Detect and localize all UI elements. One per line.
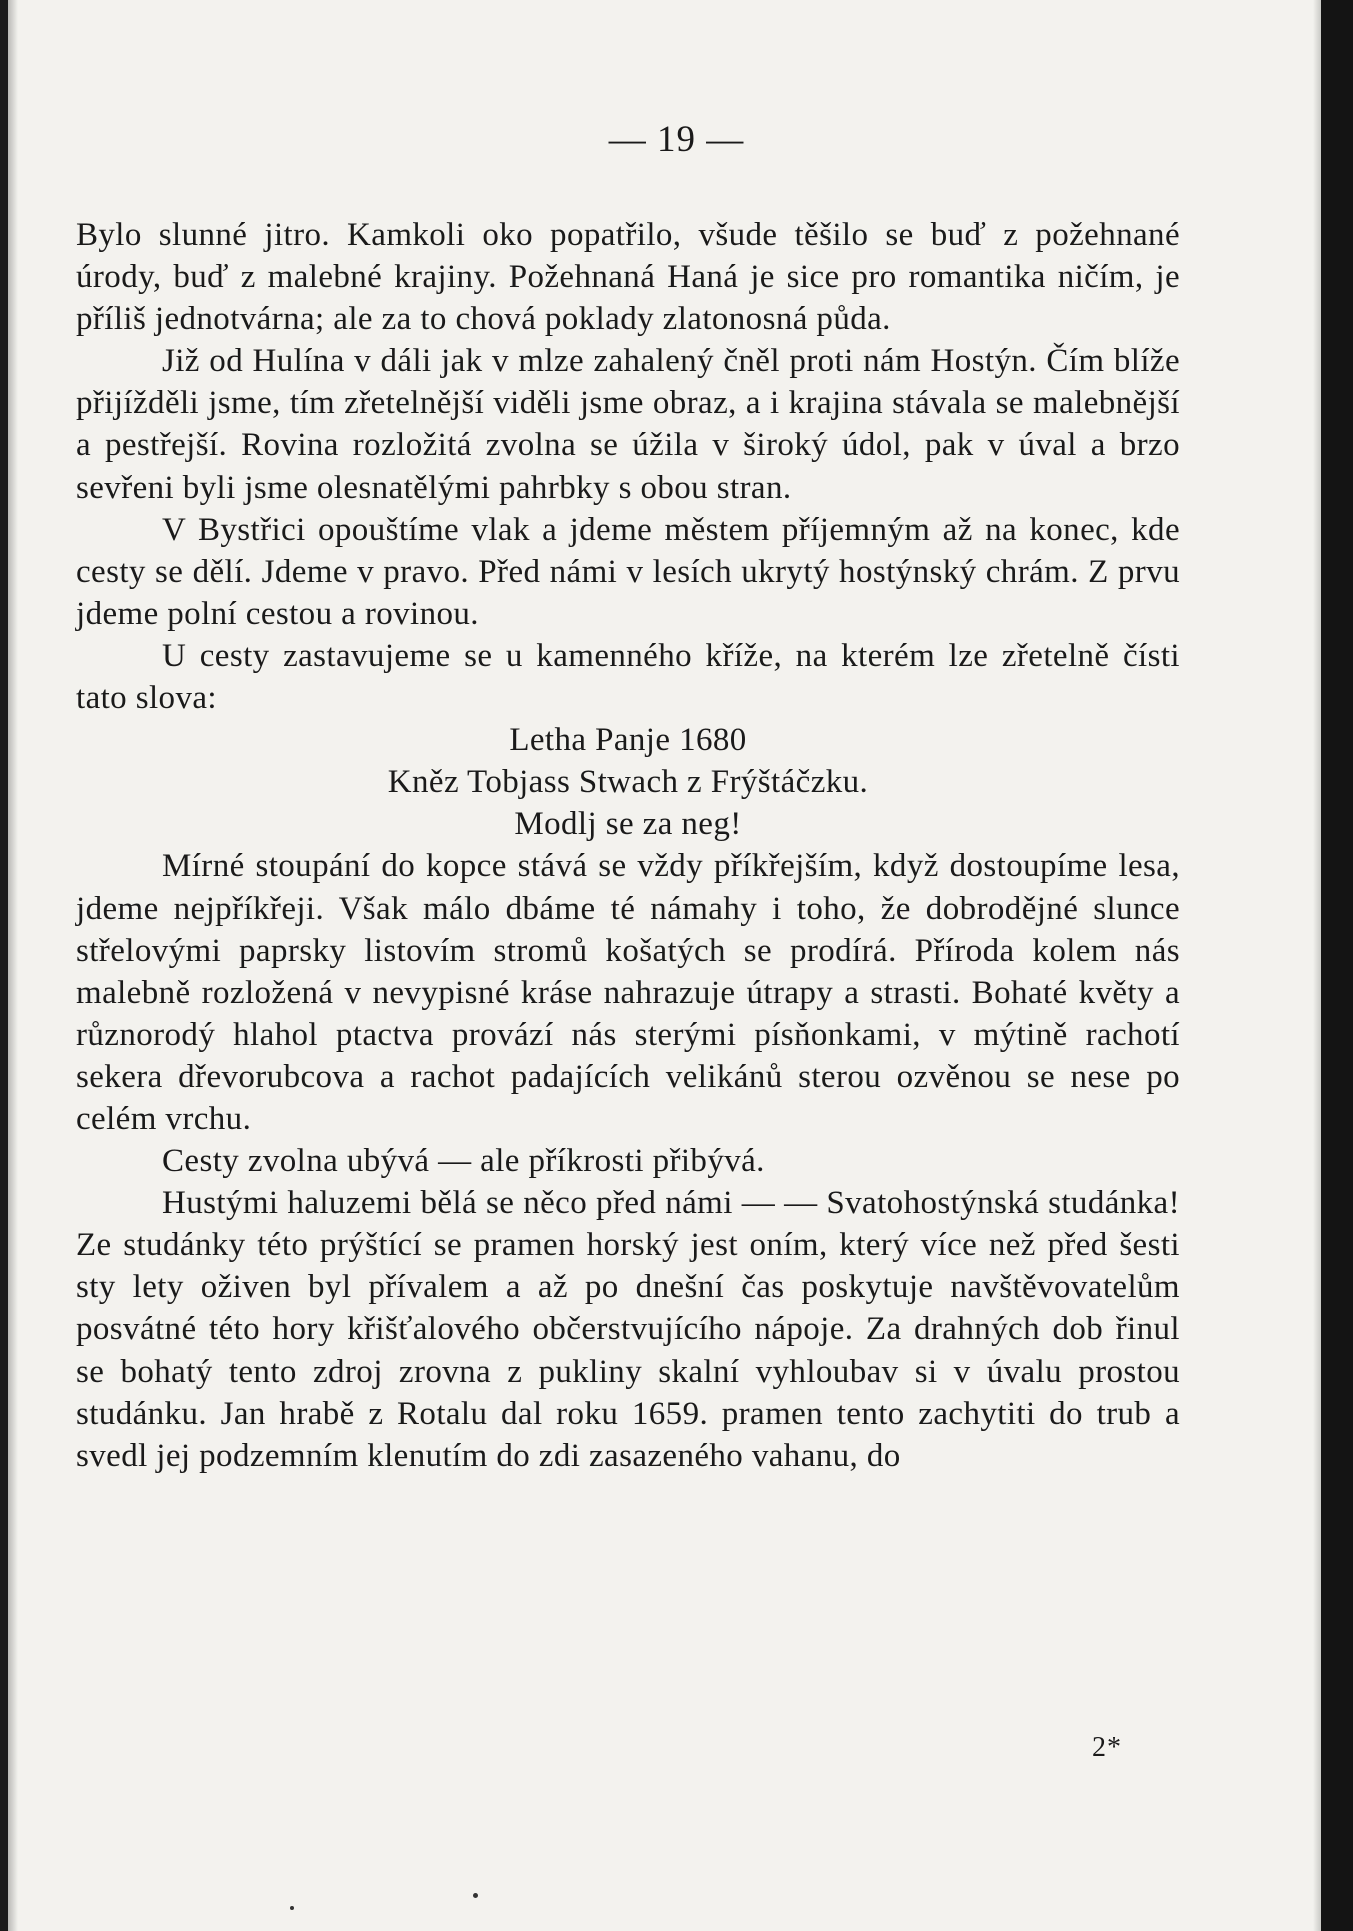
signature-mark: 2*: [1092, 1732, 1122, 1763]
scan-shadow-left: [8, 0, 18, 1931]
inscription-line: Letha Panje 1680: [509, 722, 747, 759]
paragraph: V Bystřici opouštíme vlak a jdeme městem příjemným až na konec, kde cesty se dělí. Jdeme v pravo. Před námi v lesích ukrytý hostýnský chrám. Z prvu jdeme polní cestou a rovinou.: [76, 511, 1180, 632]
paragraph: Hustými haluzemi bělá se něco před námi — — Svatohostýnská studánka! Ze studánky této prýštící se pramen horský jest oním, který více než před šesti sty lety oživen byl přívalem a až po dnešní čas poskytuje navštěvovatelům posvátné této hory křišťalového občerstvujícího nápoje. Za drahných dob řinul se bohatý tento zdroj zrovna z pukliny skalní vyhloubav si v úvalu prostou studánku. Jan hrabě z Rotalu dal roku 1659. pramen tento zachytiti do trub a svedl jej podzemním klenutím do zdi zasazeného vahanu, do: [76, 1185, 1180, 1474]
paragraph: Bylo slunné jitro. Kamkoli oko popatřilo, všude těšilo se buď z požehnané úrody, buď z malebné krajiny. Požehnaná Haná je sice pro romantika ničím, je příliš jednotvárna; ale za to chová poklady zlatonosná půda.: [76, 217, 1180, 338]
inscription-line: Modlj se za neg!: [514, 806, 742, 843]
paragraph: U cesty zastavujeme se u kamenného kříže, na kterém lze zřetelně čísti tato slova:: [76, 637, 1180, 717]
inscription-line: Kněz Tobjass Stwach z Frýštáčzku.: [387, 764, 869, 801]
paragraph: Mírné stoupání do kopce stává se vždy příkřejším, když dostoupíme lesa, jdeme nejpříkřeji. Však málo dbáme té námahy i toho, že dobrodějné slunce střelovými paprsky listovím stromů košatých se prodírá. Příroda kolem nás malebně rozložená v nevypisné kráse nahrazuje útrapy a strasti. Bohaté květy a různorodý hlahol ptactva provází nás sterými písňonkami, v mýtině rachotí sekera dřevorubcova a rachot padajících velikánů sterou ozvěnou se nese po celém vrchu.: [76, 848, 1180, 1137]
paragraph: Již od Hulína v dáli jak v mlze zahalený čněl proti nám Hostýn. Čím blíže přijížděli jsme, tím zřetelnější viděli jsme obraz, a i krajina stávala se malebnější a pestřejší. Rovina rozložitá zvolna se úžila v široký údol, pak v úval a brzo sevřeni byli jsme olesnatělými pahrbky s obou stran.: [76, 343, 1180, 506]
scan-edge-left: [0, 0, 8, 1931]
scan-speck: [290, 1906, 294, 1910]
scan-edge-right: [1321, 0, 1353, 1931]
scan-shadow-right: [1313, 0, 1321, 1931]
page-number: — 19 —: [608, 119, 745, 160]
page-body: [76, 214, 1180, 1477]
paragraph: Cesty zvolna ubývá — ale příkrosti přibývá.: [162, 1143, 765, 1180]
scan-speck: [473, 1893, 478, 1898]
